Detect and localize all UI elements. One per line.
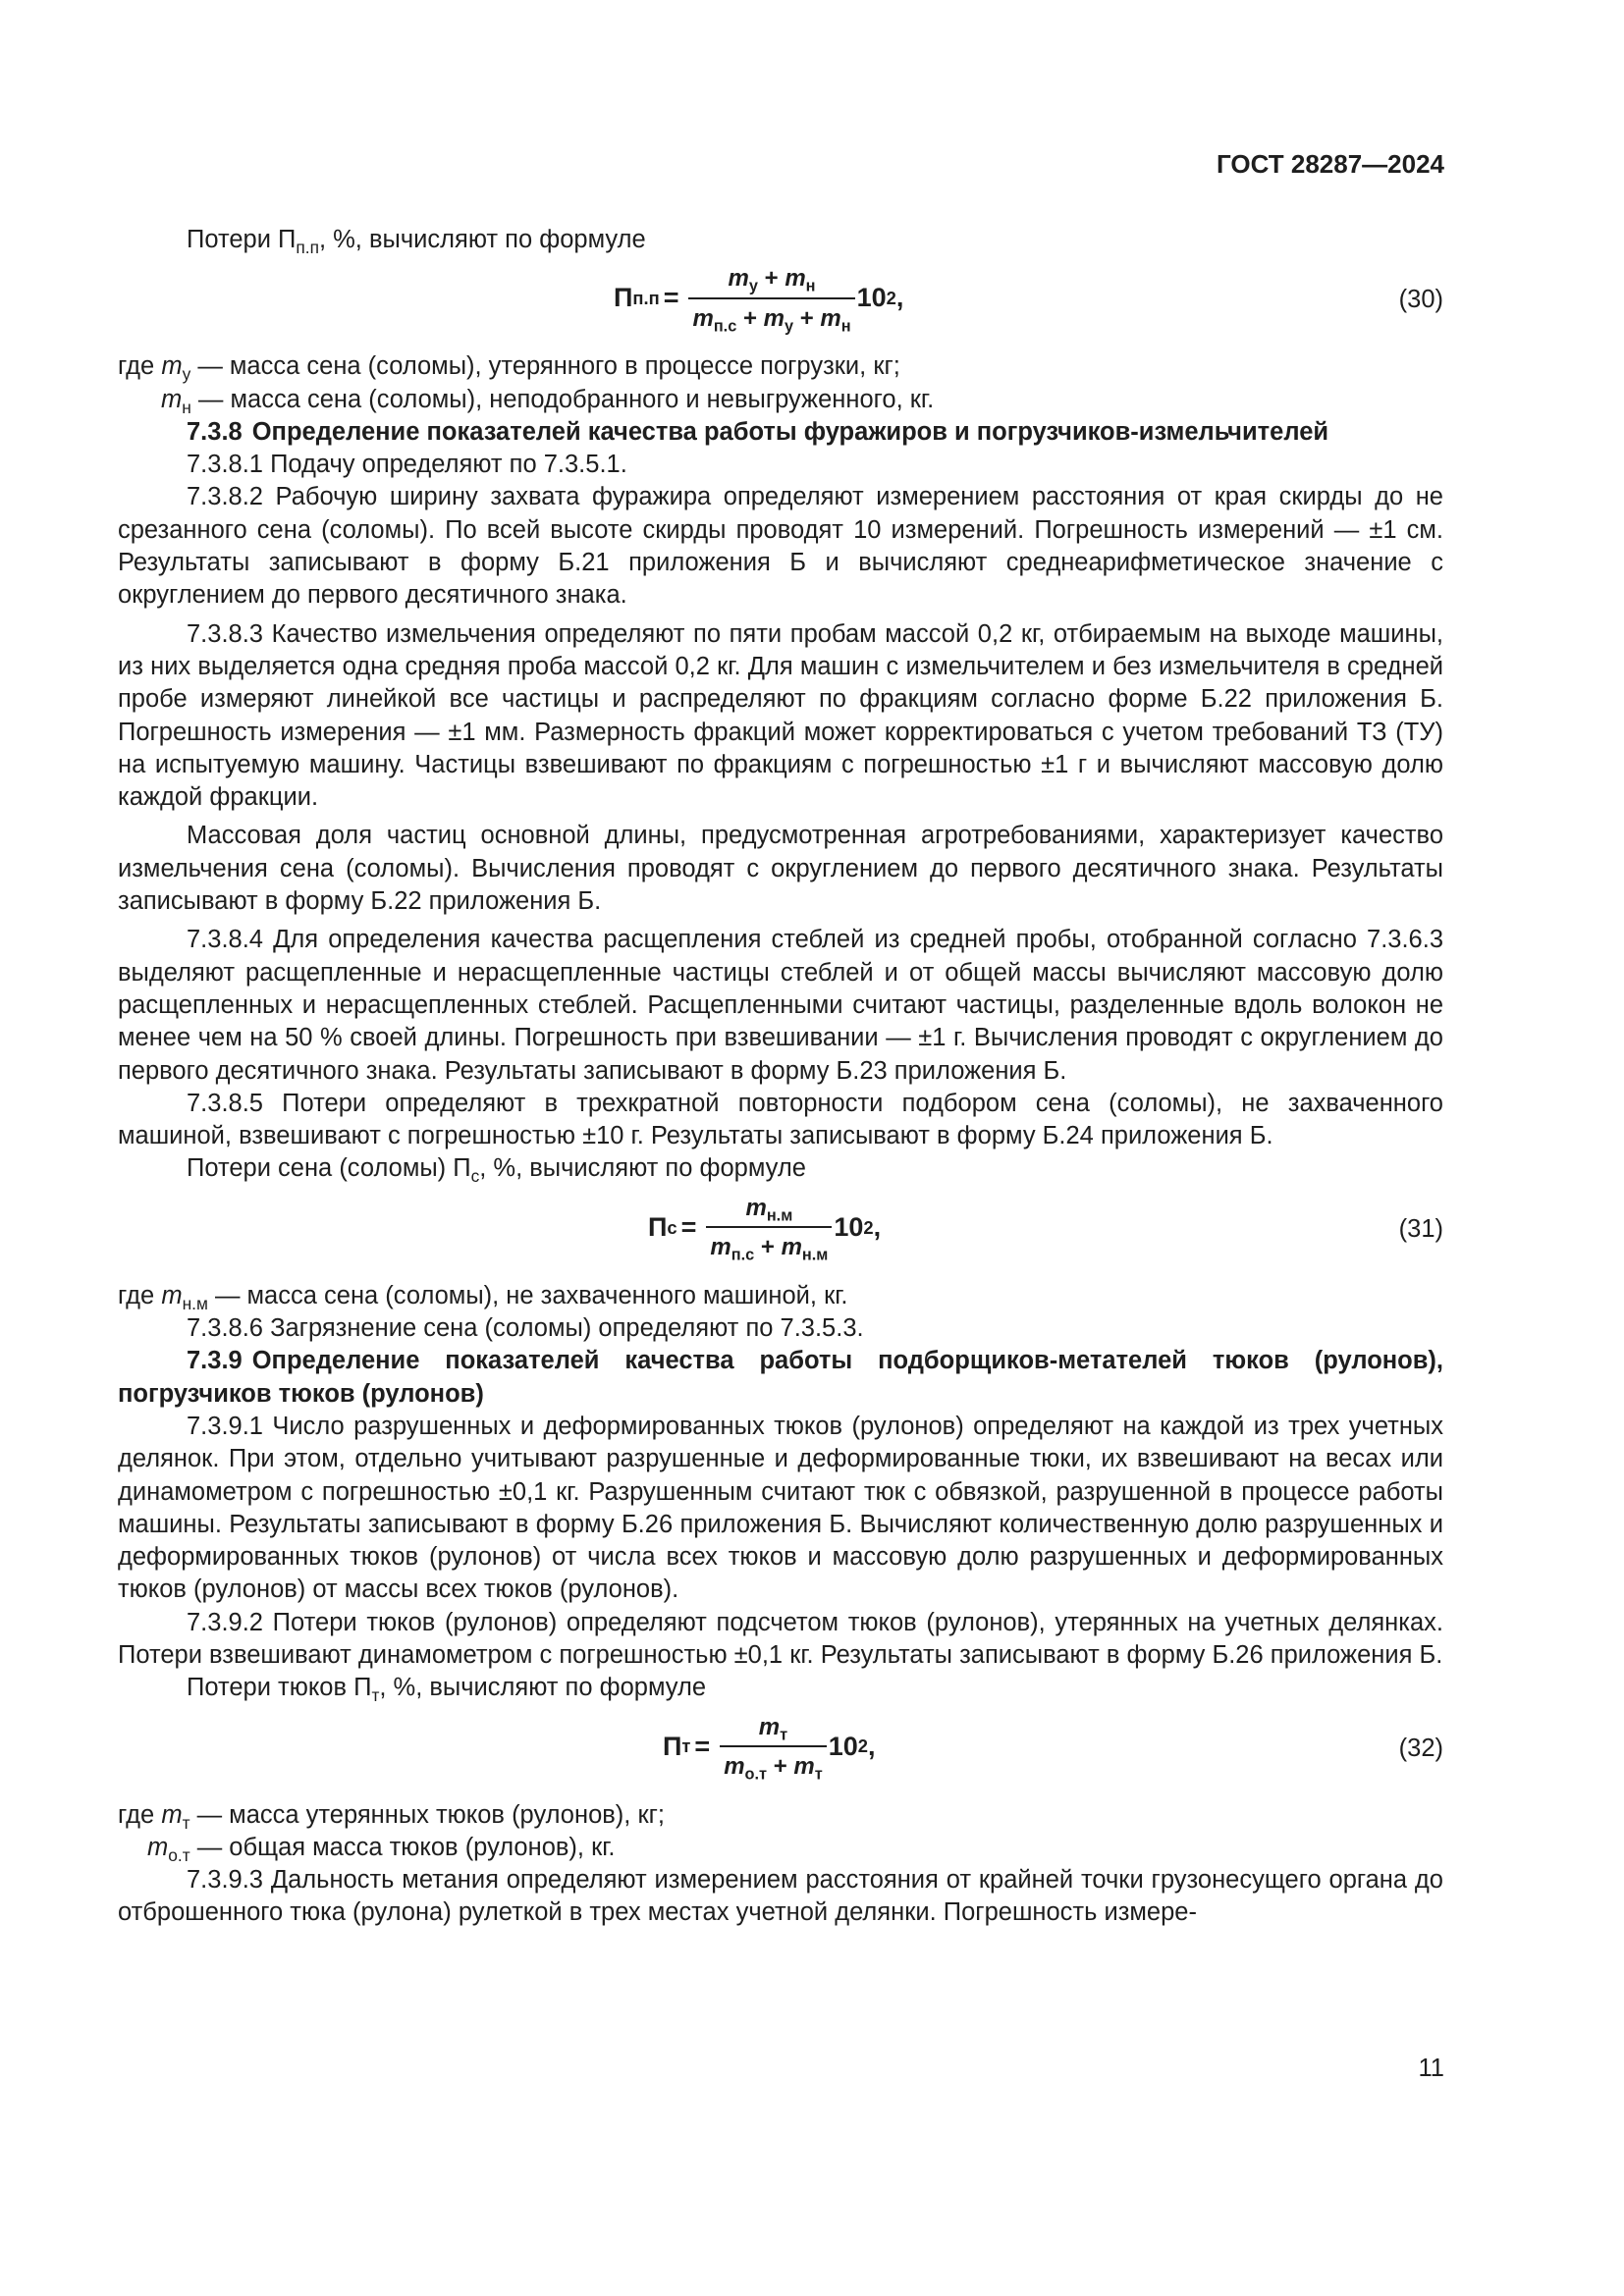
fraction: $\frac{m_у + m_н}{m_{п.с} + m_у + m_н}$ (688, 262, 854, 335)
standard-header: ГОСТ 28287—2024 (1217, 149, 1444, 179)
section-heading: 7.3.8 Определение показателей качества работы фуражиров и погрузчиков-измельчителей (187, 417, 1329, 446)
equation-number: (32) (1398, 1734, 1443, 1762)
paragraph: 7.3.9.2 Потери тюков (рулонов) определяют подсчетом тюков (рулонов), утерянных на учетных делянках. Потери взвешивают динамометром с погрешностью ±0,1 кг. Результаты записывают в форму Б.26 приложения Б. (118, 1608, 1443, 1669)
paragraph: Массовая доля частиц основной длины, предусмотренная агротребованиями, характеризует качество измельчения сена (соломы). Вычисления проводят с округлением до первого десятичного знака. Результаты записывают в форму Б.22 приложения Б. (118, 822, 1443, 916)
formula-32: П т = $\frac{m_т}{m_{о.т} + m_т}$ 10 2 , (32) (118, 1711, 1443, 1788)
paragraph: 7.3.8.1 Подачу определяют по 7.3.5.1. (187, 451, 627, 479)
paragraph: 7.3.8.4 Для определения качества расщепления стеблей из средней пробы, отобранной согласно 7.3.6.3 выделяют расщепленные и нерасщепленные частицы стеблей и от общей массы вычисляют массовую долю расщепленных и нерасщепленных стеблей. Расщепленными считают частицы, разделенные вдоль волокон не менее чем на 50 % своей длины. Погрешность при взвешивании — ±1 г. Вычисления проводят с округлением до первого десятичного знака. Результаты записывают в форму Б.23 приложения Б. (118, 926, 1443, 1085)
where-line: где $m_у$ — масса сена (соломы), утерянного в процессе погрузки, кг; (118, 352, 900, 385)
fraction: $\frac{m_т}{m_{о.т} + m_т}$ (720, 1711, 827, 1784)
equation-number: (31) (1398, 1214, 1443, 1243)
formula-intro: Потери $П_{п.п}$, %, вычисляют по формуле (187, 226, 646, 258)
where-line: $m_н$ — масса сена (соломы), неподобранного и невыгруженного, кг. (161, 385, 935, 417)
paragraph: 7.3.9.1 Число разрушенных и деформированных тюков (рулонов) определяют на каждой из трех учетных делянок. При этом, отдельно учитывают разрушенные и деформированные тюки, их взвешивают на весах или динамометром с погрешностью ±0,1 кг. Разрушенным считают тюк с обвязкой, разрушенной в процессе работы машины. Результаты записывают в форму Б.26 приложения Б. Вычисляют количественную долю разрушенных и деформированных тюков (рулонов) от числа всех тюков и массовую долю разрушенных и деформированных тюков (рулонов) от массы всех тюков (рулонов). (118, 1412, 1443, 1604)
paragraph: 7.3.8.6 Загрязнение сена (соломы) определяют по 7.3.5.3. (187, 1314, 864, 1343)
formula-intro: Потери тюков $П_т$, %, вычисляют по формуле (187, 1674, 707, 1706)
where-line: $m_{о.т}$ — общая масса тюков (рулонов), кг. (147, 1833, 616, 1865)
section-heading: 7.3.9 Определение показателей качества работы подборщиков-метателей тюков (рулонов), погрузчиков тюков (рулонов) (118, 1347, 1443, 1408)
formula-intro: Потери сена (соломы) $П_с$, %, вычисляют по формуле (187, 1154, 806, 1187)
fraction: $\frac{m_{н.м}}{m_{п.с} + m_{н.м}}$ (706, 1192, 832, 1264)
where-line: где $m_т$ — масса утерянных тюков (рулонов), кг; (118, 1800, 666, 1833)
page-number: 11 (1418, 2055, 1444, 2082)
formula-30: П п.п = $\frac{m_у + m_н}{m_{п.с} + m_у + m_н}$ 10 2 , (30) (118, 262, 1443, 339)
where-line: где $m_{н.м}$ — масса сена (соломы), не захваченного машиной, кг. (118, 1281, 848, 1313)
formula-31: П с = $\frac{m_{н.м}}{m_{п.с} + m_{н.м}}$ 10 2 , (31) (118, 1192, 1443, 1268)
paragraph: 7.3.9.3 Дальность метания определяют измерением расстояния от крайней точки грузонесущего органа до отброшенного тюка (рулона) рулеткой в трех местах учетной делянки. Погрешность измере- (118, 1866, 1443, 1927)
equation-number: (30) (1398, 286, 1443, 314)
paragraph: 7.3.8.2 Рабочую ширину захвата фуражира определяют измерением расстояния от края скирды до не срезанного сена (соломы). По всей высоте скирды проводят 10 измерений. Погрешность измерений — ±1 см. Результаты записывают в форму Б.21 приложения Б и вычисляют среднеарифметическое значение с округлением до первого десятичного знака. (118, 483, 1443, 610)
paragraph: 7.3.8.3 Качество измельчения определяют по пяти пробам массой 0,2 кг, отбираемым на выходе машины, из них выделяется одна средняя проба массой 0,2 кг. Для машин с измельчителем и без измельчителя в средней пробе измеряют линейкой все частицы и распределяют по фракциям согласно форме Б.22 приложения Б. Погрешность измерения — ±1 мм. Размерность фракций может корректироваться с учетом требований ТЗ (ТУ) на испытуемую машину. Частицы взвешивают по фракциям с погрешностью ±1 г и вычисляют массовую долю каждой фракции. (118, 619, 1443, 812)
paragraph: 7.3.8.5 Потери определяют в трехкратной повторности подбором сена (соломы), не захваченного машиной, взвешивают с погрешностью ±10 г. Результаты записывают в форму Б.24 приложения Б. (118, 1089, 1443, 1150)
page-body (118, 224, 1443, 1930)
